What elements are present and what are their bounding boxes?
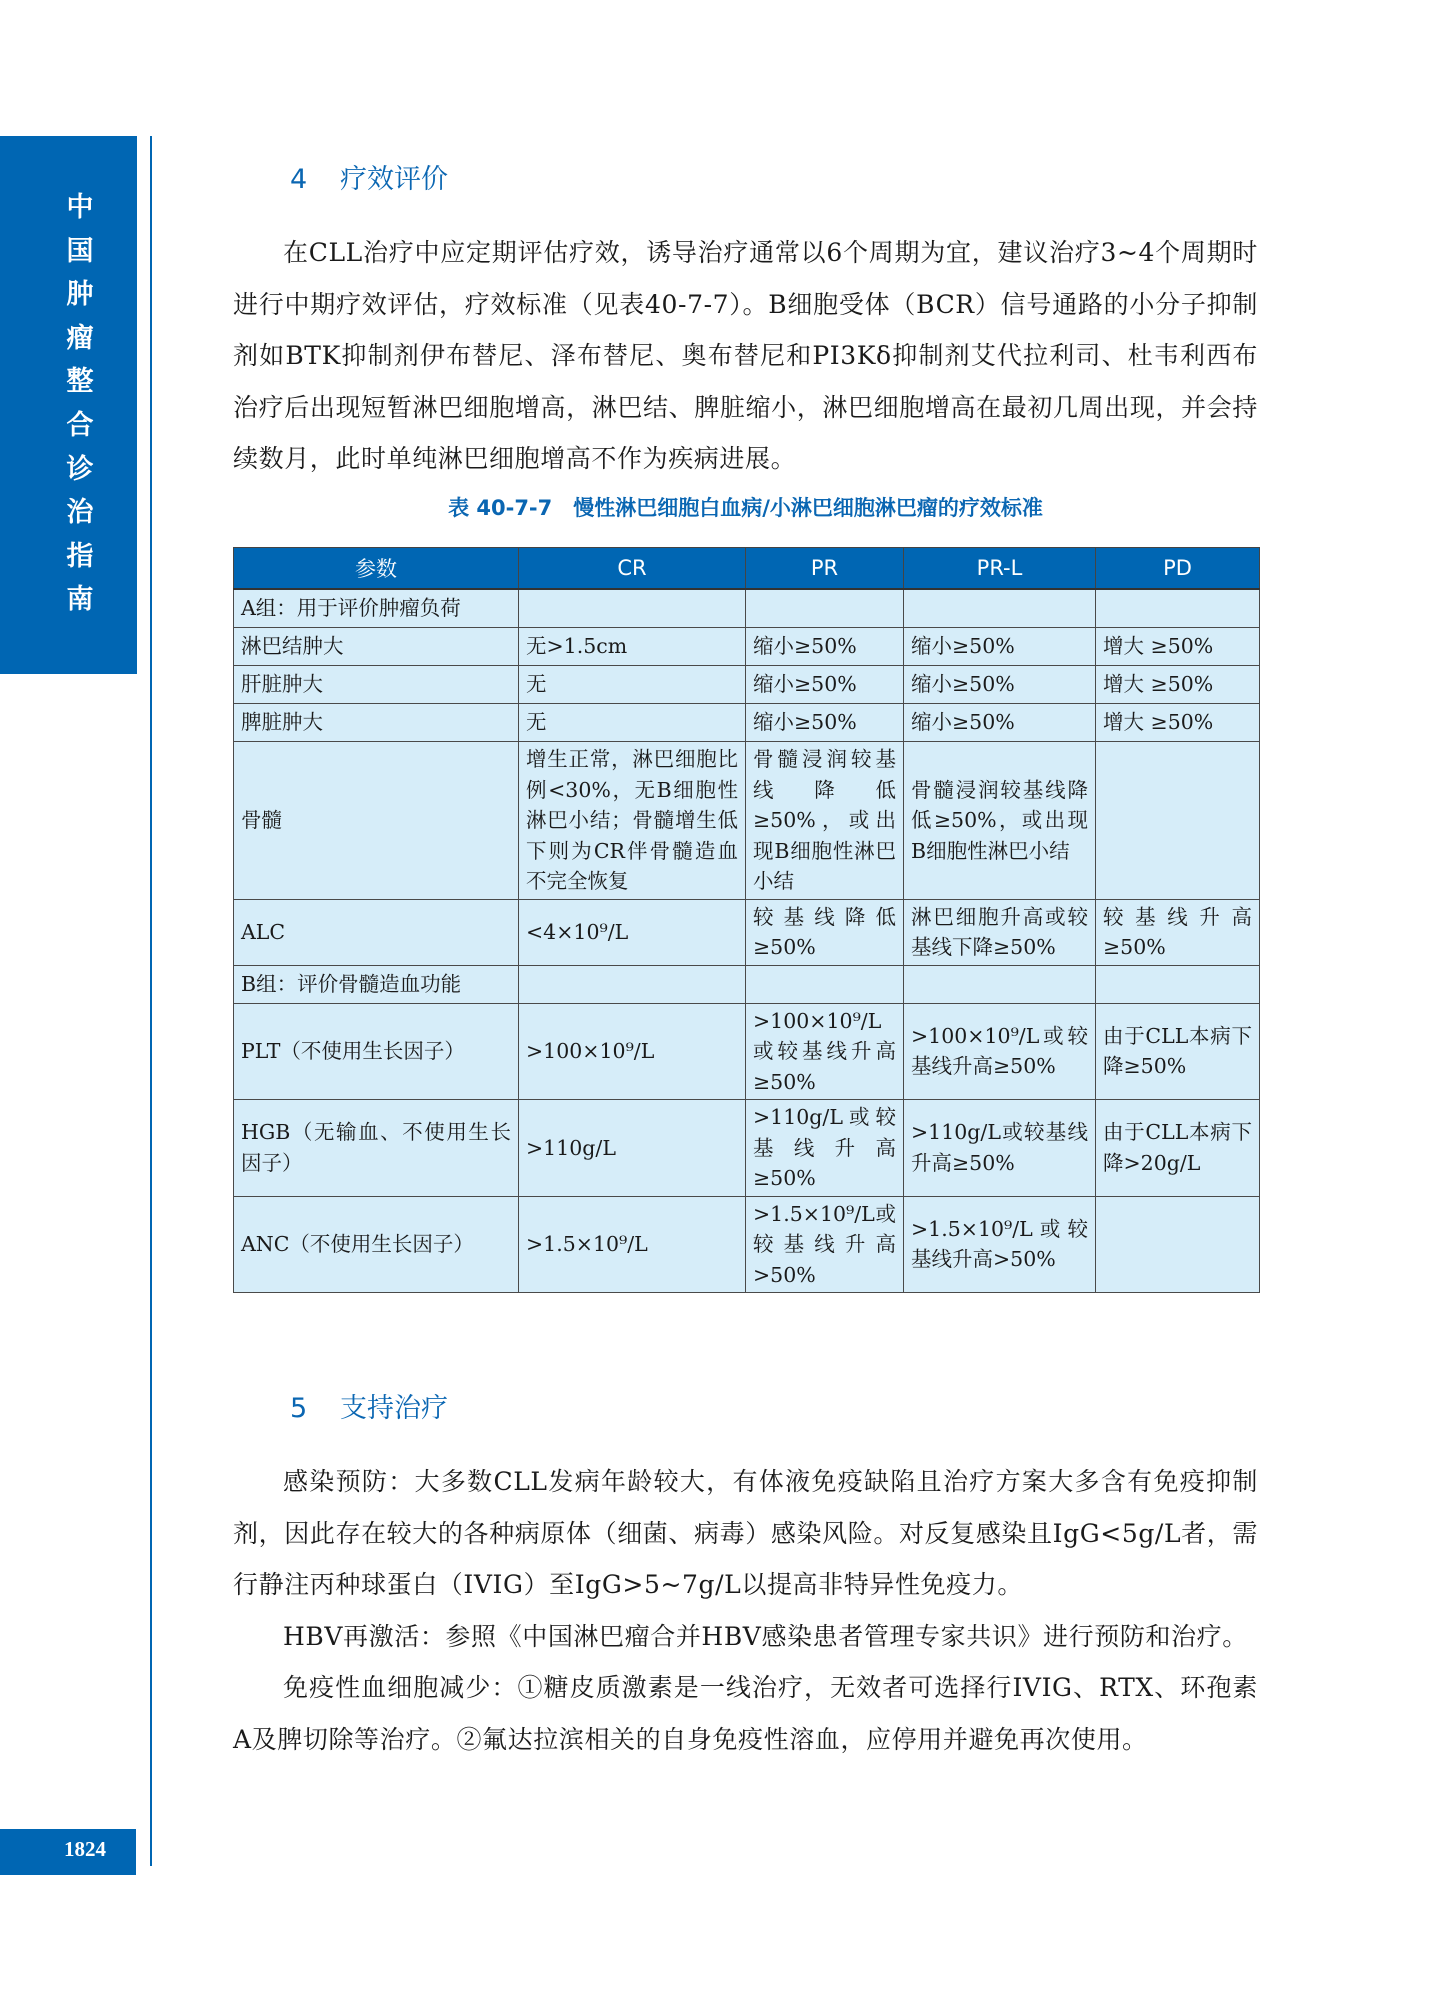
table-cell: >1.5×10⁹/L或较基线升高>50% [746,1196,904,1293]
section-number: 5 [290,1393,308,1424]
table-row [234,704,1260,742]
book-title-char: 指 [66,540,94,572]
table-cell: HGB（无输血、不使用生长因子） [234,1100,519,1197]
table-cell: PLT（不使用生长因子） [234,1003,519,1100]
table-row [234,1196,1260,1293]
table-cell: ANC（不使用生长因子） [234,1196,519,1293]
table-cell: 较基线升高≥50% [1096,899,1260,965]
table-cell: 增大 ≥50% [1096,704,1260,742]
table-cell [1096,589,1260,628]
table-cell: 缩小≥50% [746,704,904,742]
table-cell [1096,1196,1260,1293]
table-row [234,1100,1260,1197]
margin-rule [150,136,152,1866]
table-row [234,628,1260,666]
response-criteria-table [233,547,1260,1293]
book-title-char: 南 [66,584,94,616]
table-cell: A组：用于评价肿瘤负荷 [234,589,519,628]
table-cell: >110g/L或较基线升高≥50% [746,1100,904,1197]
table-cell: 肝脏肿大 [234,666,519,704]
table-cell: 无>1.5cm [519,628,746,666]
table-cell: 缩小≥50% [904,628,1096,666]
table-cell [746,589,904,628]
table-cell: 骨髓 [234,742,519,900]
table-row [234,589,1260,628]
table-cell: >100×10⁹/L或较基线升高≥50% [746,1003,904,1100]
book-title-vertical [60,186,100,622]
book-title-char: 治 [66,497,94,529]
header-cell: CR [519,548,746,590]
table-row [234,742,1260,900]
table-cell [904,965,1096,1003]
page-number-box [0,1829,136,1875]
table-cell: >110g/L [519,1100,746,1197]
table-cell: 增大 ≥50% [1096,666,1260,704]
table-row [234,965,1260,1003]
section-heading-4 [290,157,448,196]
book-title-char: 合 [66,409,94,441]
table-cell: ALC [234,899,519,965]
table-cell [1096,742,1260,900]
table-cell: 缩小≥50% [904,704,1096,742]
paragraph: HBV再激活：参照《中国淋巴瘤合并HBV感染患者管理专家共识》进行预防和治疗。 [283,1621,1248,1651]
book-title-char: 肿 [66,279,94,311]
table-caption: 表 40-7-7 慢性淋巴细胞白血病/小淋巴细胞淋巴瘤的疗效标准 [448,496,1043,520]
paragraph: 在CLL治疗中应定期评估疗效，诱导治疗通常以6个周期为宜，建议治疗3~4个周期时进行中期疗效评估，疗效标准（见表40-7-7）。B细胞受体（BCR）信号通路的小分子抑制剂如BTK抑制剂伊布替尼、泽布替尼、奥布替尼和PI3Kδ抑制剂艾代拉利司、杜韦利西布治疗后出现短暂淋巴细胞增高，淋巴结、脾脏缩小，淋巴细胞增高在最初几周出现，并会持续数月，此时单纯淋巴细胞增高不作为疾病进展。 [233,238,1258,474]
table-row [234,899,1260,965]
table-cell: 由于CLL本病下降≥50% [1096,1003,1260,1100]
table-cell: >1.5×10⁹/L或较基线升高>50% [904,1196,1096,1293]
book-title-char: 整 [66,366,94,398]
header-cell: PR-L [904,548,1096,590]
section-heading-5 [290,1386,448,1425]
table-cell: >1.5×10⁹/L [519,1196,746,1293]
table-cell [746,965,904,1003]
table-cell: >100×10⁹/L或较基线升高≥50% [904,1003,1096,1100]
table-cell: 增生正常，淋巴细胞比例<30%，无B细胞性淋巴小结；骨髓增生低下则为CR伴骨髓造血不完全恢复 [519,742,746,900]
table-cell: 脾脏肿大 [234,704,519,742]
table-cell: 淋巴结肿大 [234,628,519,666]
table-cell: 淋巴细胞升高或较基线下降≥50% [904,899,1096,965]
book-title-char: 瘤 [66,322,94,354]
table-cell [1096,965,1260,1003]
table-cell: 缩小≥50% [746,628,904,666]
table-cell [519,965,746,1003]
book-title-char: 中 [66,192,94,223]
book-title-char: 诊 [66,453,94,485]
table-cell [519,589,746,628]
table-cell: 由于CLL本病下降>20g/L [1096,1100,1260,1197]
table-row [234,666,1260,704]
section-number: 4 [290,164,308,195]
table-cell: <4×10⁹/L [519,899,746,965]
table-cell: 缩小≥50% [904,666,1096,704]
table-cell: 骨髓浸润较基线降低≥50%，或出现B细胞性淋巴小结 [904,742,1096,900]
table-cell: 缩小≥50% [746,666,904,704]
book-title-char: 国 [66,235,94,267]
section-title: 疗效评价 [340,164,448,195]
section-4-body [233,227,1258,485]
table-row [234,1003,1260,1100]
header-cell: PR [746,548,904,590]
table-cell: >100×10⁹/L [519,1003,746,1100]
table-cell: 骨髓浸润较基线降低≥50%，或出现B细胞性淋巴小结 [746,742,904,900]
table-cell: 较基线降低≥50% [746,899,904,965]
table-cell: B组：评价骨髓造血功能 [234,965,519,1003]
header-cell: 参数 [234,548,519,590]
paragraph: 感染预防：大多数CLL发病年龄较大，有体液免疫缺陷且治疗方案大多含有免疫抑制剂，因此存在较大的各种病原体（细菌、病毒）感染风险。对反复感染且IgG<5g/L者，需行静注丙种球蛋白（IVIG）至IgG>5~7g/L以提高非特异性免疫力。 [233,1467,1258,1600]
page-number: 1824 [64,1837,106,1861]
table-cell: 无 [519,704,746,742]
table-header-row [234,548,1260,590]
header-cell: PD [1096,548,1260,590]
table-cell [904,589,1096,628]
table-cell: 无 [519,666,746,704]
table-cell: 增大 ≥50% [1096,628,1260,666]
paragraph: 免疫性血细胞减少：①糖皮质激素是一线治疗，无效者可选择行IVIG、RTX、环孢素A及脾切除等治疗。②氟达拉滨相关的自身免疫性溶血，应停用并避免再次使用。 [233,1673,1258,1754]
section-5-body [233,1456,1258,1766]
table-cell: >110g/L或较基线升高≥50% [904,1100,1096,1197]
section-title: 支持治疗 [340,1393,448,1424]
